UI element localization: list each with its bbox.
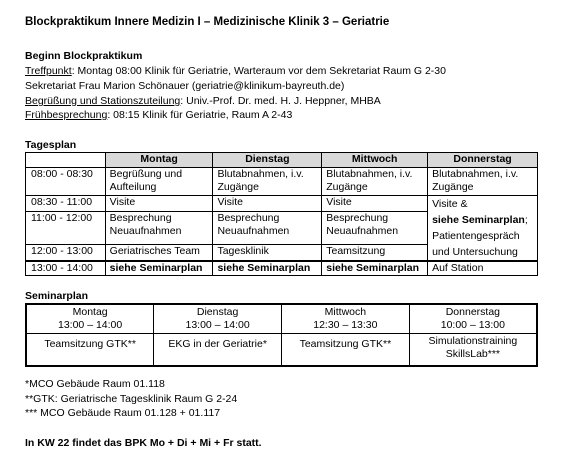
seminarplan-day-row — [26, 304, 537, 334]
footnote-2: **GTK: Geriatrische Tagesklinik Raum G 2-24 — [25, 393, 238, 405]
header-mittwoch: Mittwoch — [322, 153, 428, 168]
begruessung-text: : Univ.-Prof. Dr. med. H. J. Heppner, MHBA — [180, 95, 381, 107]
seminarplan-heading: Seminarplan — [25, 290, 89, 302]
time-cell: 11:00 - 12:00 — [26, 212, 106, 244]
frueh-text: : 08:15 Klinik für Geriatrie, Raum A 2-43 — [107, 109, 293, 121]
time-cell: 08:00 - 08:30 — [26, 168, 106, 196]
seminar-time: 12:30 – 13:30 — [313, 319, 378, 331]
montag-cell: Geriatrisches Team — [105, 244, 213, 261]
document-title: Blockpraktikum Innere Medizin I – Medizinische Klinik 3 – Geriatrie — [25, 16, 390, 28]
seminar-time: 13:00 – 14:00 — [58, 319, 123, 331]
donnerstag-cell: Auf Station — [428, 261, 538, 276]
seminar-day: Montag — [72, 306, 108, 318]
table-row — [26, 196, 538, 212]
dienstag-cell: Visite — [213, 196, 322, 212]
seminar-topic-cell: Teamsitzung GTK** — [282, 334, 410, 367]
sekretariat-line: Sekretariat Frau Marion Schönauer (geriatrie@klinikum-bayreuth.de) — [25, 80, 345, 92]
seminar-time: 10:00 – 13:00 — [440, 319, 505, 331]
header-montag: Montag — [105, 153, 213, 168]
montag-cell: Besprechung Neuaufnahmen — [105, 212, 213, 244]
frueh-line — [25, 108, 292, 122]
table-row — [26, 261, 538, 276]
donnerstag-patientengespraech: Patientengespräch und Untersuchung — [432, 230, 520, 258]
footnote-1: *MCO Gebäude Raum 01.118 — [25, 378, 165, 390]
final-note: In KW 22 findet das BPK Mo + Di + Mi + Fr statt. — [25, 437, 262, 449]
seminar-topic-cell: Teamsitzung GTK** — [26, 334, 154, 367]
seminarplan-table — [25, 303, 538, 367]
frueh-label: Frühbesprechung — [25, 109, 108, 121]
seminar-day: Donnerstag — [445, 306, 501, 318]
montag-cell: siehe Seminarplan — [105, 261, 213, 276]
mittwoch-cell: Besprechung Neuaufnahmen — [322, 212, 428, 244]
montag-cell: Visite — [105, 196, 213, 212]
treffpunkt-line — [25, 64, 446, 78]
time-cell: 12:00 - 13:00 — [26, 244, 106, 261]
treffpunkt-text: : Montag 08:00 Klinik für Geriatrie, Warteraum vor dem Sekretariat Raum G 2-30 — [71, 65, 446, 77]
time-cell: 13:00 - 14:00 — [26, 261, 106, 276]
donnerstag-merged-cell — [428, 196, 538, 262]
treffpunkt-label: Treffpunkt — [25, 65, 72, 77]
mittwoch-cell: Blutabnahmen, i.v. Zugänge — [322, 168, 428, 196]
donnerstag-cell: Blutabnahmen, i.v. Zugänge — [428, 168, 538, 196]
mittwoch-cell: siehe Seminarplan — [322, 261, 428, 276]
donnerstag-siehe-seminarplan: siehe Seminarplan — [432, 214, 525, 226]
montag-cell: Begrüßung und Aufteilung — [105, 168, 213, 196]
dienstag-cell: Tagesklinik — [213, 244, 322, 261]
tagesplan-header-row — [26, 153, 538, 168]
time-cell: 08:30 - 11:00 — [26, 196, 106, 212]
begruessung-line — [25, 94, 381, 108]
table-row — [26, 168, 538, 196]
header-dienstag: Dienstag — [213, 153, 322, 168]
beginn-heading: Beginn Blockpraktikum — [25, 50, 143, 62]
seminar-day-cell — [26, 304, 154, 334]
header-donnerstag: Donnerstag — [428, 153, 538, 168]
seminar-time: 13:00 – 14:00 — [185, 319, 250, 331]
seminarplan-topic-row — [26, 334, 537, 367]
dienstag-cell: Besprechung Neuaufnahmen — [213, 212, 322, 244]
seminar-day-cell — [409, 304, 537, 334]
footnote-3: *** MCO Gebäude Raum 01.128 + 01.117 — [25, 407, 221, 419]
dienstag-cell: siehe Seminarplan — [213, 261, 322, 276]
donnerstag-semicolon: ; — [524, 214, 528, 226]
mittwoch-cell: Visite — [322, 196, 428, 212]
tagesplan-heading: Tagesplan — [25, 139, 77, 151]
seminar-topic-cell: Simulationstraining SkillsLab*** — [409, 334, 537, 367]
begruessung-label: Begrüßung und Stationszuteilung — [25, 95, 181, 107]
seminar-day: Dienstag — [196, 306, 239, 318]
seminar-day: Mittwoch — [324, 306, 367, 318]
mittwoch-cell: Teamsitzung — [322, 244, 428, 261]
seminar-topic-cell: EKG in der Geriatrie* — [154, 334, 282, 367]
donnerstag-visite: Visite & — [432, 198, 468, 210]
tagesplan-table — [25, 152, 538, 276]
seminar-day-cell — [282, 304, 410, 334]
header-empty — [26, 153, 106, 168]
seminar-day-cell — [154, 304, 282, 334]
dienstag-cell: Blutabnahmen, i.v. Zugänge — [213, 168, 322, 196]
